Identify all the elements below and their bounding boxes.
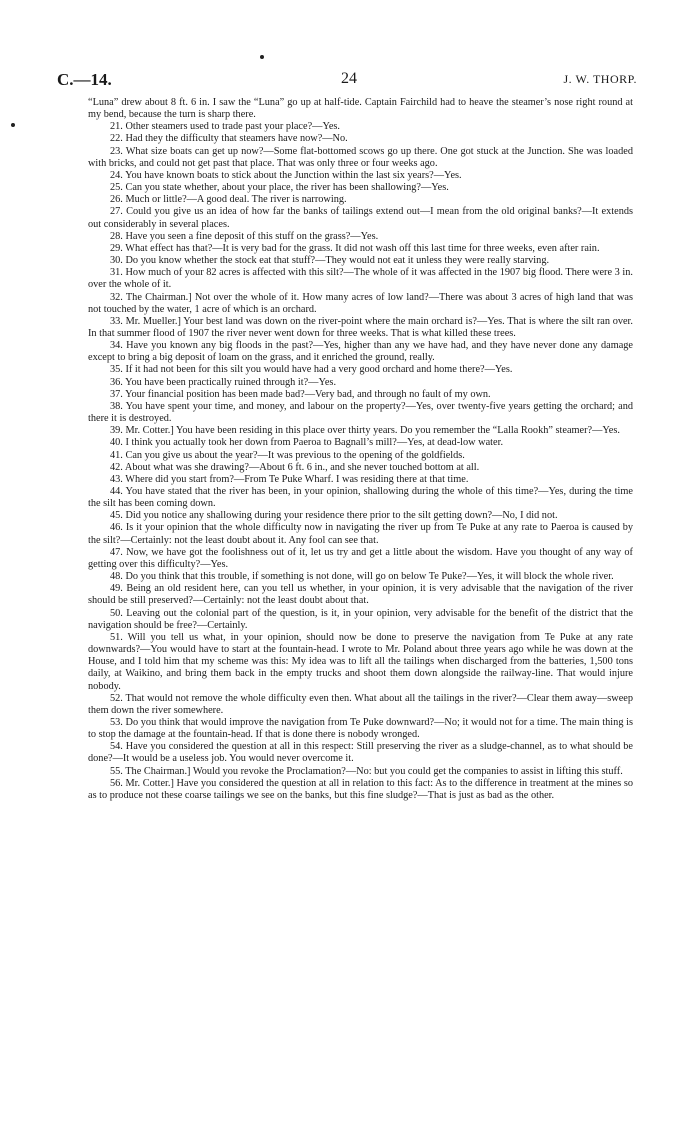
question-23: 23. What size boats can get up now?—Some flat-bottomed scows go up there. One got stuck at the Junction. She was loaded with bricks, and could not get past that place. That was only three or four weeks ago. (88, 145, 633, 169)
question-48: 48. Do you think that this trouble, if something is not done, will go on below Te Puke?—Yes, it will block the whole river. (110, 571, 614, 583)
question-54: 54. Have you considered the question at all in this respect: Still preserving the river as a sludge-channel, as to what should be done?—It would be a useless job. You would never overcome it. (88, 741, 633, 765)
question-55: 55. The Chairman.] Would you revoke the Proclamation?—No: but you could get the companies to assist in lifting this stuff. (110, 765, 623, 777)
question-41: 41. Can you give us about the year?—It was previous to the opening of the goldfields. (110, 449, 465, 461)
speck-mark (260, 55, 264, 59)
question-30: 30. Do you know whether the stock eat that stuff?—They would not eat it unless they were really starving. (110, 255, 550, 267)
question-50: 50. Leaving out the colonial part of the question, is it, in your opinion, very advisable for the benefit of the district that the navigation should be free?—Certainly. (88, 607, 633, 631)
question-24: 24. You have known boats to stick about the Junction within the last six years?—Yes. (110, 169, 462, 181)
question-29: 29. What effect has that?—It is very bad for the grass. It did not wash off this last time for three weeks, even after rain. (110, 242, 600, 254)
question-25: 25. Can you state whether, about your place, the river has been shallowing?—Yes. (110, 182, 449, 194)
document-code: C.—14. (57, 70, 112, 89)
question-28: 28. Have you seen a fine deposit of this stuff on the grass?—Yes. (110, 230, 379, 242)
question-47: 47. Now, we have got the foolishness out of it, let us try and get a little about the wisdom. Have you thought of any way of getting over this difficulty?—Yes. (88, 546, 633, 570)
question-26: 26. Much or little?—A good deal. The river is narrowing. (110, 194, 347, 206)
question-42: 42. About what was she drawing?—About 6 ft. 6 in., and she never touched bottom at all. (110, 461, 480, 473)
question-37: 37. Your financial position has been made bad?—Very bad, and through no fault of my own. (110, 388, 491, 400)
question-43: 43. Where did you start from?—From Te Puke Wharf. I was residing there at that time. (110, 473, 469, 485)
question-34: 34. Have you known any big floods in the past?—Yes, higher than any we have had, and they have never done any damage except to bring a big deposit of loam on the grass, and it enriched the ground, really. (88, 340, 633, 364)
question-22: 22. Had they the difficulty that steamers have now?—No. (110, 133, 348, 145)
testimony-body (88, 97, 633, 802)
margin-bullet-mark (11, 123, 15, 127)
question-49: 49. Being an old resident here, can you tell us whether, in your opinion, it is very advisable that the navigation of the river should be still preserved?—Certainly: not the least doubt about that. (88, 583, 633, 607)
question-52: 52. That would not remove the whole difficulty even then. What about all the tailings in the river?—Clear them away—sweep them down the river somewhere. (88, 692, 633, 716)
question-44: 44. You have stated that the river has been, in your opinion, shallowing during the whole of this time?—Yes, during the time the silt has been coming down. (88, 486, 633, 510)
question-45: 45. Did you notice any shallowing during your residence there prior to the silt getting down?—No, I did not. (110, 510, 558, 522)
question-31: 31. How much of your 82 acres is affected with this silt?—The whole of it was affected in the 1907 big flood. There were 3 in. over the whole of it. (88, 267, 633, 291)
question-21: 21. Other steamers used to trade past your place?—Yes. (110, 121, 341, 133)
question-33: 33. Mr. Mueller.] Your best land was down on the river-point where the main orchard is?—Yes. That is where the silt ran over. In that summer flood of 1907 the river never went down for three weeks. That is what killed these trees. (88, 315, 633, 339)
question-38: 38. You have spent your time, and money, and labour on the property?—Yes, over twenty-five years getting the orchard; and there it is destroyed. (88, 400, 633, 425)
paragraph-continued: “Luna” drew about 8 ft. 6 in. I saw the “Luna” go up at half-tide. Captain Fairchild had to heave the steamer’s nose right round at my bend, because the turn is sharp there. (88, 97, 633, 121)
question-40: 40. I think you actually took her down from Paeroa to Bagnall’s mill?—Yes, at dead-low water. (110, 437, 504, 449)
page-header (57, 70, 637, 94)
question-39: 39. Mr. Cotter.] You have been residing in this place over thirty years. Do you remember the “Lalla Rookh” steamer?—Yes. (110, 425, 620, 437)
witness-name: J. W. THORP. (563, 72, 637, 86)
question-46: 46. Is it your opinion that the whole difficulty now in navigating the river up from Te Puke at any rate to Paeroa is caused by the silt?—Certainly: not the least doubt about it. Any fool can see that. (88, 522, 633, 546)
question-56: 56. Mr. Cotter.] Have you considered the question at all in relation to this fact: As to the difference in treatment at the mines so as to produce not these coarse tailings we see on the banks, but this fine sludge?—That is just as bad as the other. (88, 777, 633, 801)
question-27: 27. Could you give us an idea of how far the banks of tailings extend out—I mean from the old original banks?—It extends out considerably in several places. (88, 206, 633, 230)
question-53: 53. Do you think that would improve the navigation from Te Puke downward?—No; it would not for a time. The main thing is to stop the damage at the fountain-head. If that is done there is nobody wronged. (88, 716, 633, 741)
question-32: 32. The Chairman.] Not over the whole of it. How many acres of low land?—There was about 3 acres of high land that was not touched by the water, 1 acre of which is an orchard. (88, 291, 633, 315)
question-51: 51. Will you tell us what, in your opinion, should now be done to preserve the navigation from Te Puke at any rate downwards?—You would have to start at the fountain-head. I wrote to Mr. Poland about three years ago while he was down at the House, and I told him that my scheme was this: My idea was to lift all the tailings when discharged from the batteries, 1,500 tons daily, at Waikino, and bring them back in the empty trucks and shoot them down alongside the railway-line. That would injure nobody. (88, 631, 633, 692)
question-35: 35. If it had not been for this silt you would have had a very good orchard and home there?—Yes. (110, 364, 513, 376)
question-36: 36. You have been practically ruined through it?—Yes. (110, 376, 337, 388)
page-number: 24 (341, 70, 357, 87)
